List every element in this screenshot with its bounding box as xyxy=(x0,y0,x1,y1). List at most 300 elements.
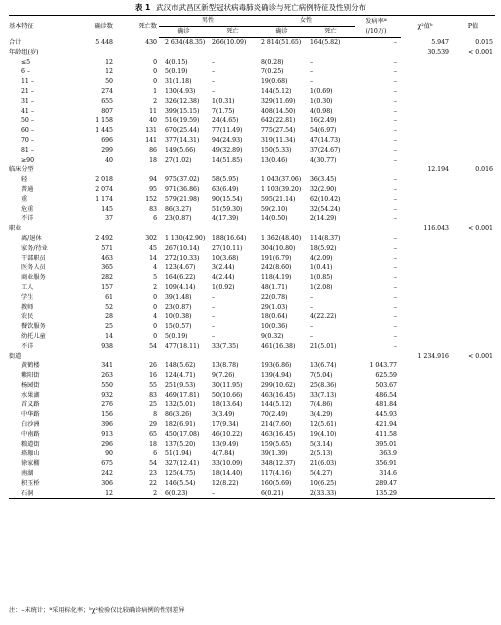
cell-chi xyxy=(401,303,453,313)
cell-incidence: 625.59 xyxy=(375,372,397,380)
cell-male-confirmed: 6(0.23) xyxy=(159,489,208,499)
table-number: 表 1 xyxy=(134,3,151,12)
cell-male-deaths: 58(5.95) xyxy=(212,176,239,184)
cell-confirmed: 571 xyxy=(101,244,113,252)
cell-deaths xyxy=(115,48,159,58)
cell-deaths: 54 xyxy=(149,342,157,350)
cell-confirmed: 365 xyxy=(101,264,113,272)
cell-incidence: 421.94 xyxy=(375,421,397,429)
cell-male-confirmed: 148(5.62) xyxy=(165,362,196,370)
cell-p xyxy=(453,410,495,420)
cell-female-confirmed: 9(0.32) xyxy=(261,332,284,340)
cell-deaths: 0 xyxy=(153,78,157,86)
cell-chi xyxy=(401,391,453,401)
cell-p xyxy=(453,156,495,166)
cell-chi xyxy=(401,126,453,136)
cell-female-deaths: 1(0.69) xyxy=(310,87,333,95)
row-label: 杨园街 xyxy=(21,381,40,389)
cell-female-deaths: 37(24.67) xyxy=(310,146,341,154)
cell-male-confirmed: 182(6.91) xyxy=(165,421,196,429)
cell-chi xyxy=(401,195,453,205)
table-row xyxy=(9,205,495,215)
cell-confirmed: 655 xyxy=(101,97,113,105)
cell-male-confirmed xyxy=(159,165,208,175)
cell-confirmed: 2 018 xyxy=(95,176,113,184)
cell-female-deaths: 4(22.22) xyxy=(310,313,337,321)
cell-chi xyxy=(401,116,453,126)
cell-male-deaths: 90(15.54) xyxy=(212,195,243,203)
cell-female-confirmed: 150(5.33) xyxy=(261,146,292,154)
cell-incidence: 135.29 xyxy=(355,489,401,499)
header-female: 女性 xyxy=(257,16,355,27)
cell-incidence: – xyxy=(393,117,397,125)
cell-incidence xyxy=(355,48,401,58)
cell-chi xyxy=(401,273,453,283)
row-label: 白沙洲 xyxy=(21,421,40,429)
table-row xyxy=(9,87,495,97)
table-row xyxy=(9,449,495,459)
cell-confirmed: 2 074 xyxy=(95,185,113,193)
cell-male-confirmed: 377(14.31) xyxy=(165,136,200,144)
cell-female-deaths: – xyxy=(310,78,314,86)
cell-confirmed: 156 xyxy=(101,411,113,419)
cell-p xyxy=(453,459,495,469)
row-label: 粮道街 xyxy=(21,440,40,448)
cell-chi xyxy=(401,185,453,195)
cell-chi xyxy=(401,371,453,381)
cell-deaths: 65 xyxy=(149,430,157,438)
header-confirmed: 确诊数 xyxy=(94,22,113,30)
table-row xyxy=(9,361,495,371)
cell-female-deaths: 1(0.41) xyxy=(310,264,333,272)
cell-male-deaths: 30(11.95) xyxy=(212,381,243,389)
cell-female-confirmed: 1 362(48.40) xyxy=(261,234,302,242)
row-label: 医务人员 xyxy=(21,264,46,272)
cell-female-confirmed xyxy=(257,165,306,175)
cell-deaths: 18 xyxy=(149,440,157,448)
cell-male-deaths: – xyxy=(212,293,216,301)
cell-deaths xyxy=(115,224,159,234)
cell-female-confirmed xyxy=(257,48,306,58)
cell-incidence: – xyxy=(393,136,397,144)
cell-confirmed xyxy=(73,352,115,362)
cell-p xyxy=(453,234,495,244)
cell-incidence xyxy=(355,224,401,234)
cell-female-confirmed: 775(27.54) xyxy=(261,127,296,135)
cell-p xyxy=(453,371,495,381)
cell-female-confirmed: 6(0.21) xyxy=(257,489,306,499)
cell-male-deaths: 188(16.64) xyxy=(212,234,247,242)
cell-male-deaths: 50(10.66) xyxy=(212,391,243,399)
table-row xyxy=(9,67,495,77)
cell-p: < 0.001 xyxy=(468,225,493,233)
table-row xyxy=(9,38,495,48)
cell-p xyxy=(453,303,495,313)
table-row xyxy=(9,410,495,420)
cell-female-confirmed: 595(21.14) xyxy=(261,195,296,203)
cell-deaths: 29 xyxy=(149,421,157,429)
cell-male-confirmed: 164(6.22) xyxy=(165,274,196,282)
cell-female-deaths: 32(2.90) xyxy=(310,185,337,193)
row-label: 普通 xyxy=(21,185,34,193)
row-label: 6 – xyxy=(21,68,30,76)
cell-male-confirmed: 23(0.87) xyxy=(165,303,192,311)
cell-incidence: – xyxy=(393,254,397,262)
cell-female-deaths: 21(6.03) xyxy=(310,460,337,468)
cell-male-deaths: 12(8.22) xyxy=(212,479,239,487)
row-label: 中南路 xyxy=(21,430,40,438)
cell-female-confirmed: 19(0.68) xyxy=(261,78,288,86)
cell-incidence: – xyxy=(393,342,397,350)
cell-p xyxy=(453,273,495,283)
row-label: 危重 xyxy=(21,205,34,213)
table-row xyxy=(9,293,495,303)
cell-male-deaths: 63(6.49) xyxy=(212,185,239,193)
cell-female-confirmed: 144(5.12) xyxy=(261,401,292,409)
cell-female-confirmed: 2 814(51.65) xyxy=(261,39,302,46)
cell-female-deaths: 16(2.49) xyxy=(310,117,337,125)
cell-chi xyxy=(401,175,453,185)
cell-female-confirmed: 117(4.16) xyxy=(261,470,292,478)
cell-confirmed: 50 xyxy=(105,78,113,86)
cell-male-deaths: 18(14.40) xyxy=(212,470,243,478)
cell-female-deaths: 1(2.08) xyxy=(310,283,333,291)
cell-p xyxy=(453,67,495,77)
cell-p xyxy=(453,97,495,107)
cell-incidence: 481.84 xyxy=(375,401,397,409)
cell-deaths: 152 xyxy=(145,195,157,203)
cell-female-confirmed: 13(0.46) xyxy=(261,156,288,164)
cell-p: 0.015 xyxy=(475,38,493,46)
cell-female-deaths: 1(0.30) xyxy=(310,97,333,105)
row-label: 农民 xyxy=(21,313,34,321)
cell-confirmed: 306 xyxy=(101,479,113,487)
header-p: P值 xyxy=(467,22,479,30)
cell-deaths: 18 xyxy=(149,156,157,164)
cell-female-confirmed: 463(16.45) xyxy=(261,430,296,438)
cell-male-deaths: – xyxy=(208,489,257,499)
cell-female-deaths: – xyxy=(310,58,314,66)
cell-incidence: 363.9 xyxy=(379,450,397,458)
cell-incidence: – xyxy=(393,283,397,291)
cell-chi xyxy=(401,479,453,489)
cell-incidence: 411.58 xyxy=(375,430,397,438)
cell-male-deaths: 13(8.78) xyxy=(212,362,239,370)
table-row xyxy=(9,342,495,352)
cell-chi xyxy=(401,146,453,156)
cell-incidence: – xyxy=(393,176,397,184)
cell-chi xyxy=(401,263,453,273)
row-label: 石洞 xyxy=(9,489,73,499)
cell-confirmed: 2 492 xyxy=(95,234,113,242)
cell-female-confirmed: 118(4.19) xyxy=(261,274,292,282)
cell-female-confirmed: 14(0.50) xyxy=(261,215,288,223)
cell-male-deaths: 27(10.11) xyxy=(212,244,243,252)
cell-deaths: 0 xyxy=(153,58,157,66)
table-row xyxy=(9,97,495,107)
row-label: 珞珈山 xyxy=(21,450,40,458)
cell-chi: 5.947 xyxy=(431,38,449,46)
row-label: 年龄组(岁) xyxy=(9,48,39,56)
cell-male-confirmed: 10(0.38) xyxy=(165,313,192,321)
row-label: 临床分型 xyxy=(9,166,34,174)
cell-male-deaths: – xyxy=(212,303,216,311)
header-female-deaths: 死亡 xyxy=(306,27,355,38)
table-row xyxy=(9,195,495,205)
cell-deaths: 40 xyxy=(149,117,157,125)
table-row xyxy=(9,400,495,410)
cell-confirmed: 932 xyxy=(101,391,113,399)
cell-female-confirmed: 642(22.81) xyxy=(261,117,296,125)
cell-male-confirmed: 137(5.20) xyxy=(165,440,196,448)
cell-confirmed: 28 xyxy=(105,313,113,321)
cell-male-deaths: 3(3.49) xyxy=(212,411,235,419)
cell-female-deaths: 2(33.33) xyxy=(306,489,355,499)
cell-chi xyxy=(401,67,453,77)
cell-female-confirmed: 191(6.79) xyxy=(261,254,292,262)
header-male: 男性 xyxy=(159,16,257,27)
cell-p xyxy=(453,136,495,146)
cell-deaths: 2 xyxy=(153,97,157,105)
cell-male-confirmed xyxy=(159,48,208,58)
cell-p xyxy=(453,361,495,371)
cell-female-deaths: – xyxy=(310,332,314,340)
cell-male-confirmed: 109(4.14) xyxy=(165,283,196,291)
cell-p xyxy=(453,430,495,440)
cell-confirmed: 938 xyxy=(101,342,113,350)
row-label: 南湖 xyxy=(21,470,34,478)
cell-male-confirmed: 2 634(48.35) xyxy=(165,39,206,46)
cell-chi xyxy=(401,420,453,430)
cell-incidence: – xyxy=(393,234,397,242)
cell-incidence: – xyxy=(393,107,397,115)
cell-male-confirmed: 399(15.15) xyxy=(165,107,200,115)
cell-p: 0.016 xyxy=(475,166,493,174)
cell-confirmed: 807 xyxy=(101,107,113,115)
cell-p xyxy=(453,214,495,224)
cell-deaths: 4 xyxy=(153,313,157,321)
cell-confirmed: 550 xyxy=(101,381,113,389)
cell-chi xyxy=(401,234,453,244)
cell-confirmed xyxy=(73,48,115,58)
cell-male-deaths: 49(32.89) xyxy=(212,146,243,154)
cell-male-confirmed: 5(0.19) xyxy=(165,332,188,340)
cell-confirmed: 282 xyxy=(101,274,113,282)
cell-female-deaths: 33(7.13) xyxy=(310,391,337,399)
cell-confirmed: 1 445 xyxy=(95,127,113,135)
cell-male-deaths: 3(2.44) xyxy=(212,264,235,272)
cell-male-deaths: 13(9.49) xyxy=(212,440,239,448)
cell-male-confirmed: 477(18.11) xyxy=(165,342,200,350)
cell-male-confirmed: 124(4.71) xyxy=(165,372,196,380)
cell-male-confirmed: 146(5.54) xyxy=(165,479,196,487)
cell-deaths: 54 xyxy=(149,460,157,468)
cell-deaths: 8 xyxy=(153,411,157,419)
table-row xyxy=(9,126,495,136)
cell-female-confirmed: 408(14.50) xyxy=(261,107,296,115)
cell-deaths: 83 xyxy=(149,205,157,213)
cell-female-deaths: 13(6.74) xyxy=(310,362,337,370)
row-label: 幼托儿童 xyxy=(21,332,46,340)
cell-confirmed: 145 xyxy=(101,205,113,213)
cell-confirmed: 37 xyxy=(105,215,113,223)
cell-p xyxy=(453,244,495,254)
cell-deaths: 0 xyxy=(153,323,157,331)
row-label: 中华路 xyxy=(21,411,40,419)
cell-confirmed: 52 xyxy=(105,303,113,311)
cell-p xyxy=(453,449,495,459)
cell-confirmed: 61 xyxy=(105,293,113,301)
cell-deaths: 1 xyxy=(153,87,157,95)
cell-confirmed: 296 xyxy=(101,440,113,448)
table-row xyxy=(9,430,495,440)
cell-confirmed: 90 xyxy=(105,450,113,458)
cell-p xyxy=(453,116,495,126)
cell-female-confirmed: 319(11.34) xyxy=(261,136,296,144)
cell-male-deaths: – xyxy=(212,68,216,76)
cell-female-confirmed: 22(0.78) xyxy=(261,293,288,301)
cell-male-deaths: – xyxy=(212,332,216,340)
cell-incidence: – xyxy=(393,127,397,135)
cell-female-deaths: 47(14.73) xyxy=(310,136,341,144)
row-label: 徐家棚 xyxy=(21,460,40,468)
cell-female-confirmed: 39(1.39) xyxy=(261,450,288,458)
cell-confirmed xyxy=(73,224,115,234)
cell-chi xyxy=(401,87,453,97)
cell-deaths: 2 xyxy=(115,489,159,499)
row-label: 紫阳街 xyxy=(21,372,40,380)
cell-p xyxy=(453,381,495,391)
cell-male-confirmed: 4(0.15) xyxy=(165,58,188,66)
cell-incidence: – xyxy=(393,215,397,223)
cell-p xyxy=(453,400,495,410)
cell-p: < 0.001 xyxy=(468,48,493,56)
cell-female-confirmed: 1 043(37.06) xyxy=(261,176,302,184)
cell-chi: 116.043 xyxy=(423,225,449,233)
cell-chi xyxy=(401,97,453,107)
row-label: 60 – xyxy=(21,127,34,135)
cell-chi xyxy=(401,283,453,293)
cell-male-confirmed: 327(12.41) xyxy=(165,460,200,468)
cell-p xyxy=(453,283,495,293)
table-row xyxy=(9,332,495,342)
cell-p xyxy=(453,420,495,430)
cell-female-confirmed: 7(0.25) xyxy=(261,68,284,76)
cell-female-confirmed: 193(6.86) xyxy=(261,362,292,370)
table-row xyxy=(9,254,495,264)
table-row xyxy=(9,136,495,146)
cell-chi xyxy=(401,77,453,87)
table-row xyxy=(9,371,495,381)
cell-female-deaths: 2(5.13) xyxy=(310,450,333,458)
row-label: 21 – xyxy=(21,87,34,95)
cell-deaths: 0 xyxy=(153,68,157,76)
table-row xyxy=(9,283,495,293)
table-row xyxy=(9,273,495,283)
cell-deaths: 430 xyxy=(145,38,157,46)
cell-confirmed: 5 448 xyxy=(95,38,113,46)
cell-male-deaths: 18(13.64) xyxy=(212,401,243,409)
row-label: 黄鹤楼 xyxy=(21,362,40,370)
row-label: 干部职员 xyxy=(21,254,46,262)
cell-male-confirmed: 31(1.18) xyxy=(165,78,192,86)
row-label: 81 – xyxy=(21,146,34,154)
cell-p xyxy=(453,479,495,489)
cell-p xyxy=(453,185,495,195)
cell-male-confirmed xyxy=(159,224,208,234)
header-chi: χ²值ᵇ xyxy=(417,22,433,30)
cell-confirmed: 675 xyxy=(101,460,113,468)
row-label: 41 – xyxy=(21,107,34,115)
cell-deaths: 2 xyxy=(153,283,157,291)
cell-p xyxy=(453,146,495,156)
cell-female-deaths: 3(4.29) xyxy=(310,411,333,419)
cell-confirmed: 1 158 xyxy=(95,117,113,125)
cell-confirmed: 276 xyxy=(101,401,113,409)
cell-female-confirmed: 18(0.64) xyxy=(261,313,288,321)
cell-female-deaths: 25(8.36) xyxy=(310,381,337,389)
cell-incidence: 503.67 xyxy=(375,381,397,389)
cell-p xyxy=(453,107,495,117)
cell-deaths: 141 xyxy=(145,136,157,144)
cell-female-deaths: 4(0.98) xyxy=(310,107,333,115)
table-row xyxy=(9,48,495,58)
cell-male-deaths: 10(3.68) xyxy=(212,254,239,262)
cell-male-confirmed: 132(5.01) xyxy=(165,401,196,409)
cell-male-deaths xyxy=(208,48,257,58)
cell-chi xyxy=(401,381,453,391)
cell-chi xyxy=(401,361,453,371)
table-title xyxy=(0,2,501,13)
cell-deaths: 131 xyxy=(145,127,157,135)
cell-male-deaths: – xyxy=(212,323,216,331)
cell-p xyxy=(453,58,495,68)
cell-incidence: – xyxy=(393,97,397,105)
cell-confirmed: 14 xyxy=(105,332,113,340)
cell-confirmed xyxy=(73,165,115,175)
cell-male-confirmed: 15(0.57) xyxy=(165,323,192,331)
cell-chi xyxy=(401,489,453,499)
cell-male-confirmed: 86(3.27) xyxy=(165,205,192,213)
cell-female-deaths: – xyxy=(310,68,314,76)
table-row xyxy=(9,234,495,244)
cell-chi xyxy=(401,107,453,117)
cell-confirmed: 12 xyxy=(105,68,113,76)
header-incidence-unit: (/10万) xyxy=(355,27,401,38)
cell-deaths: 302 xyxy=(145,234,157,242)
cell-chi: 1 234.916 xyxy=(417,352,449,360)
cell-female-deaths: – xyxy=(310,323,314,331)
cell-deaths xyxy=(115,352,159,362)
cell-chi xyxy=(401,322,453,332)
row-label: 合计 xyxy=(9,38,22,46)
cell-p xyxy=(453,254,495,264)
cell-incidence: 486.54 xyxy=(375,391,397,399)
cell-p xyxy=(453,312,495,322)
cell-deaths: 94 xyxy=(149,176,157,184)
cell-p xyxy=(453,126,495,136)
cell-male-deaths: 33(7.35) xyxy=(212,342,239,350)
cell-incidence: 289.47 xyxy=(375,479,397,487)
cell-p xyxy=(453,440,495,450)
cell-male-confirmed: 39(1.48) xyxy=(165,293,192,301)
row-label: 不详 xyxy=(21,215,34,223)
cell-male-deaths: 7(1.75) xyxy=(212,107,235,115)
cell-female-confirmed: 329(11.69) xyxy=(261,97,296,105)
cell-male-confirmed: 267(10.14) xyxy=(165,244,200,252)
cell-female-deaths: 18(5.92) xyxy=(310,244,337,252)
cell-deaths: 45 xyxy=(149,244,157,252)
